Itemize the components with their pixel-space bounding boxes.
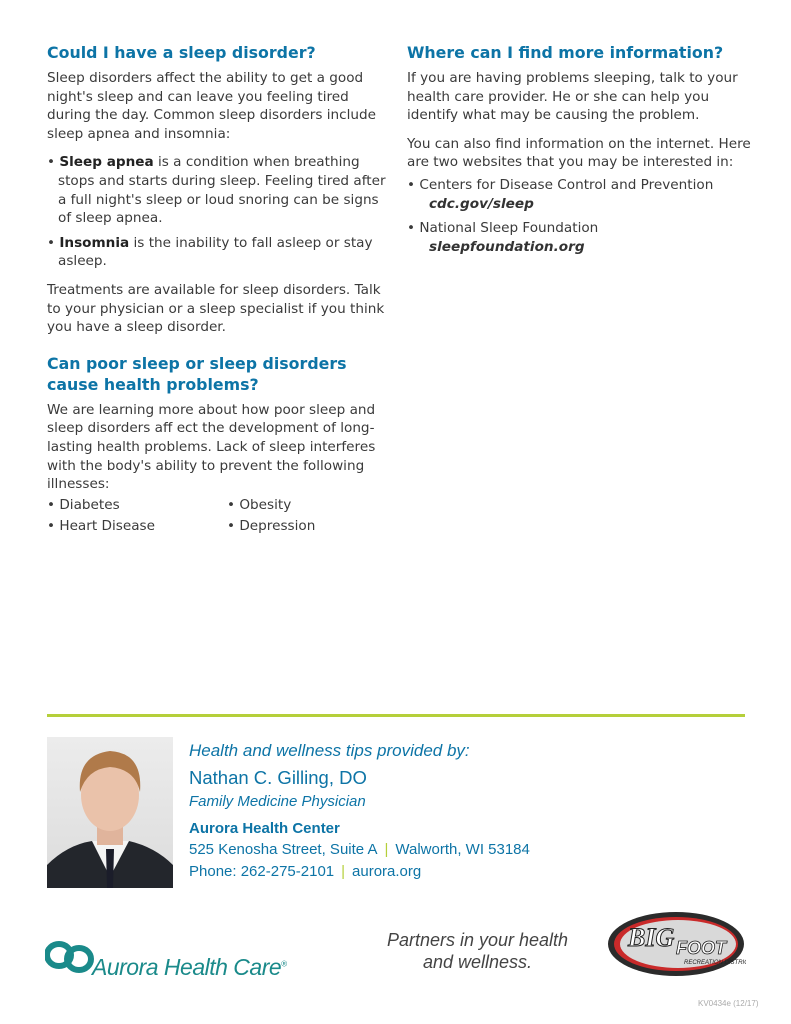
svg-text:RECREATION DISTRICT: RECREATION DISTRICT (684, 960, 746, 966)
right-column (407, 42, 752, 266)
provider-info (189, 741, 530, 880)
clinic-contact: Phone: 262-275-2101 | aurora.org (189, 863, 422, 880)
phone: Phone: 262-275-2101 (189, 863, 335, 880)
aurora-logo: Aurora Health Care® (45, 938, 315, 983)
website-list (407, 176, 752, 256)
left-column (47, 42, 387, 536)
paragraph: We are learning more about how poor sleep and sleep disorders aff ect the development of long-lasting health problems. Lack of sleep interferes with the body's ability to prevent the following illnesses: (47, 401, 376, 493)
heading-health-problems: Can poor sleep or sleep disorders cause health problems? (47, 353, 347, 394)
provider-intro: Health and wellness tips provided by: (189, 741, 470, 760)
paragraph: You can also find information on the internet. Here are two websites that you may be interested in: (407, 135, 751, 171)
heading-sleep-disorder: Could I have a sleep disorder? (47, 43, 316, 62)
paragraph: Sleep disorders affect the ability to get a good night's sleep and can leave you feeling tired during the day. Common sleep disorders include sleep apnea and insomnia: (47, 70, 376, 142)
clinic-name: Aurora Health Center (189, 820, 340, 837)
list-item: • Heart Disease (47, 517, 227, 536)
svg-text:BIG: BIG (628, 923, 675, 952)
provider-title: Family Medicine Physician (189, 793, 366, 810)
list-item: • Obesity (227, 496, 387, 515)
list-item: • Diabetes (47, 496, 227, 515)
clinic-address: 525 Kenosha Street, Suite A | Walworth, WI 53184 (189, 841, 530, 858)
tagline: Partners in your health and wellness. (386, 930, 569, 972)
paragraph: If you are having problems sleeping, talk to your health care provider. He or she can help you identify what may be causing the problem. (407, 70, 738, 124)
list-item: • Centers for Disease Control and Prevention cdc.gov/sleep (407, 176, 752, 213)
bigfoot-logo (606, 910, 746, 982)
list-item: • Insomnia is the inability to fall asleep or stay asleep. (47, 234, 387, 271)
list-item: • National Sleep Foundation sleepfoundation.org (407, 219, 752, 256)
provider-name: Nathan C. Gilling, DO (189, 767, 367, 788)
list-item: • Sleep apnea is a condition when breathing stops and starts during sleep. Feeling tired after a full night's sleep or loud snoring can be signs of sleep apnea. (47, 153, 387, 227)
svg-text:FOOT: FOOT (676, 938, 726, 958)
list-item: • Depression (227, 517, 387, 536)
doctor-photo (47, 737, 173, 888)
website-link[interactable]: aurora.org (352, 863, 422, 880)
divider (47, 714, 745, 717)
illness-list (47, 496, 387, 536)
paragraph: Treatments are available for sleep disorders. Talk to your physician or a sleep specialist if you think you have a sleep disorder. (47, 281, 385, 336)
disorder-list (47, 153, 387, 271)
heading-more-info: Where can I find more information? (407, 43, 724, 62)
cdc-link[interactable]: cdc.gov/sleep (429, 195, 534, 212)
document-code: KV0434e (12/17) (698, 999, 759, 1008)
sleepfoundation-link[interactable]: sleepfoundation.org (429, 238, 585, 255)
